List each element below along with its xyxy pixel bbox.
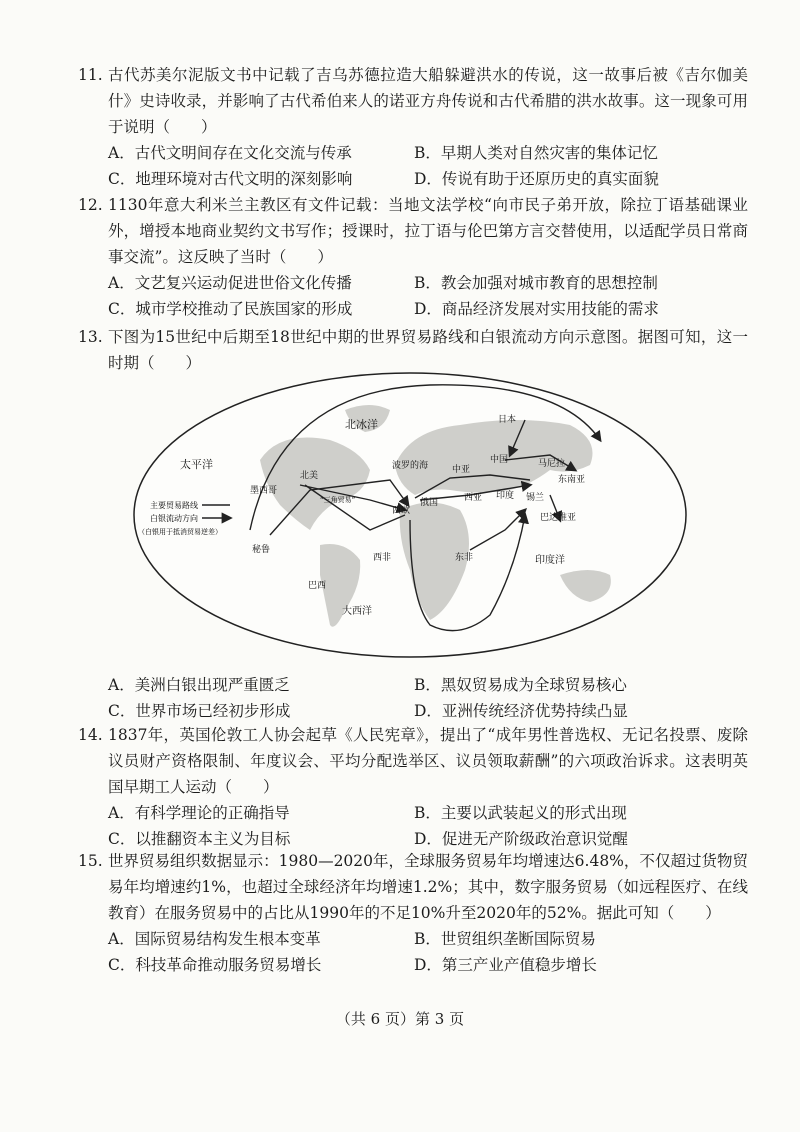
label-w-europe: 西欧 xyxy=(392,506,411,516)
option-a: A．有科学理论的正确指导 xyxy=(108,804,290,822)
question-stem: 世界贸易组织数据显示：1980—2020年，全球服务贸易年均增速达6.48%，不仅超过货物贸易年均增速约1%，也超过全球经济年均增速1.2%；其中，数字服务贸易（如远程医疗、在线教育）在服务贸易中的占比从1990年的不足10%升至2020年的52%。据此可知（ ） xyxy=(108,852,748,922)
label-central-asia: 中亚 xyxy=(452,465,471,475)
option-c: C．科技革命推动服务贸易增长 xyxy=(108,956,322,974)
label-ceylon: 锡兰 xyxy=(526,493,545,503)
question-number: 14. xyxy=(78,726,103,744)
option-d: D．第三产业产值稳步增长 xyxy=(414,956,597,974)
option-b: B．主要以武装起义的形式出现 xyxy=(414,804,627,822)
label-japan: 日本 xyxy=(498,415,517,425)
question-12 xyxy=(78,192,748,322)
option-b: B．世贸组织垄断国际贸易 xyxy=(414,930,596,948)
question-number: 15. xyxy=(78,852,103,870)
question-15 xyxy=(78,848,748,978)
label-india: 印度 xyxy=(496,491,515,501)
option-c: C．地理环境对古代文明的深刻影响 xyxy=(108,170,353,188)
option-a: A．古代文明间存在文化交流与传承 xyxy=(108,144,352,162)
option-a: A．国际贸易结构发生根本变革 xyxy=(108,930,321,948)
question-stem: 古代苏美尔泥版文书中记载了吉乌苏德拉造大船躲避洪水的传说，这一故事后被《吉尔伽美什》史诗收录，并影响了古代希伯来人的诺亚方舟传说和古代希腊的洪水故事。这一现象可用于说明（ ） xyxy=(108,66,748,136)
question-13 xyxy=(78,324,748,376)
legend-silver: 白银流动方向 xyxy=(150,514,198,523)
label-arctic: 北冰洋 xyxy=(345,418,378,431)
option-a: A．美洲白银出现严重匮乏 xyxy=(108,676,290,694)
question-stem: 1837年，英国伦敦工人协会起草《人民宪章》，提出了“成年男性普选权、无记名投票、废除议员财产资格限制、年度议会、平均分配选举区、议员领取薪酬”的六项政治诉求。这表明英国早期工人运动（ ） xyxy=(108,726,748,796)
question-number: 13. xyxy=(78,328,103,346)
option-d: D．亚洲传统经济优势持续凸显 xyxy=(414,702,628,720)
world-trade-map xyxy=(130,370,690,660)
question-number: 12. xyxy=(78,196,103,214)
option-b: B．早期人类对自然灾害的集体记忆 xyxy=(414,144,658,162)
page-footer: （共 6 页）第 3 页 xyxy=(335,1010,465,1028)
option-d: D．促进无产阶级政治意识觉醒 xyxy=(414,830,628,848)
label-russia: 俄国 xyxy=(420,498,439,508)
label-e-africa: 东非 xyxy=(455,553,474,563)
option-b: B．教会加强对城市教育的思想控制 xyxy=(414,274,658,292)
option-a: A．文艺复兴运动促进世俗文化传播 xyxy=(108,274,352,292)
question-stem: 下图为15世纪中后期至18世纪中期的世界贸易路线和白银流动方向示意图。据图可知，这一时期（ ） xyxy=(108,328,748,372)
legend-route: 主要贸易路线 xyxy=(150,501,198,510)
map-legend xyxy=(138,500,230,536)
label-se-asia: 东南亚 xyxy=(558,475,586,485)
label-triangle: “三角贸易” xyxy=(320,496,356,504)
option-c: C．以推翻资本主义为目标 xyxy=(108,830,291,848)
label-w-africa: 西非 xyxy=(373,553,392,563)
question-13-options xyxy=(108,672,748,724)
label-pacific: 太平洋 xyxy=(180,458,213,471)
label-manila: 马尼拉 xyxy=(538,459,566,469)
legend-note: （白银用于抵消贸易逆差） xyxy=(138,528,222,536)
option-c: C．世界市场已经初步形成 xyxy=(108,702,291,720)
option-c: C．城市学校推动了民族国家的形成 xyxy=(108,300,353,318)
label-china: 中国 xyxy=(490,455,509,465)
option-b: B．黑奴贸易成为全球贸易核心 xyxy=(414,676,627,694)
label-baltic: 波罗的海 xyxy=(392,461,429,471)
label-peru: 秘鲁 xyxy=(252,545,271,555)
question-11 xyxy=(78,62,748,192)
question-number: 11. xyxy=(78,66,103,84)
label-north-america: 北美 xyxy=(300,471,319,481)
label-mexico: 墨西哥 xyxy=(250,486,278,496)
label-atlantic: 大西洋 xyxy=(342,606,372,617)
label-batavia: 巴达维亚 xyxy=(540,513,577,523)
option-d: D．传说有助于还原历史的真实面貌 xyxy=(414,170,659,188)
question-stem: 1130年意大利米兰主教区有文件记载：当地文法学校“向市民子弟开放，除拉丁语基础课业外，增授本地商业契约文书写作；授课时，拉丁语与伦巴第方言交替使用，以适配学员日常商事交流”。这反映了当时（ ） xyxy=(108,196,748,266)
label-brazil: 巴西 xyxy=(308,581,327,591)
label-indian-ocean: 印度洋 xyxy=(535,555,565,566)
option-d: D．商品经济发展对实用技能的需求 xyxy=(414,300,659,318)
label-w-asia: 西亚 xyxy=(464,493,483,503)
question-14 xyxy=(78,722,748,852)
